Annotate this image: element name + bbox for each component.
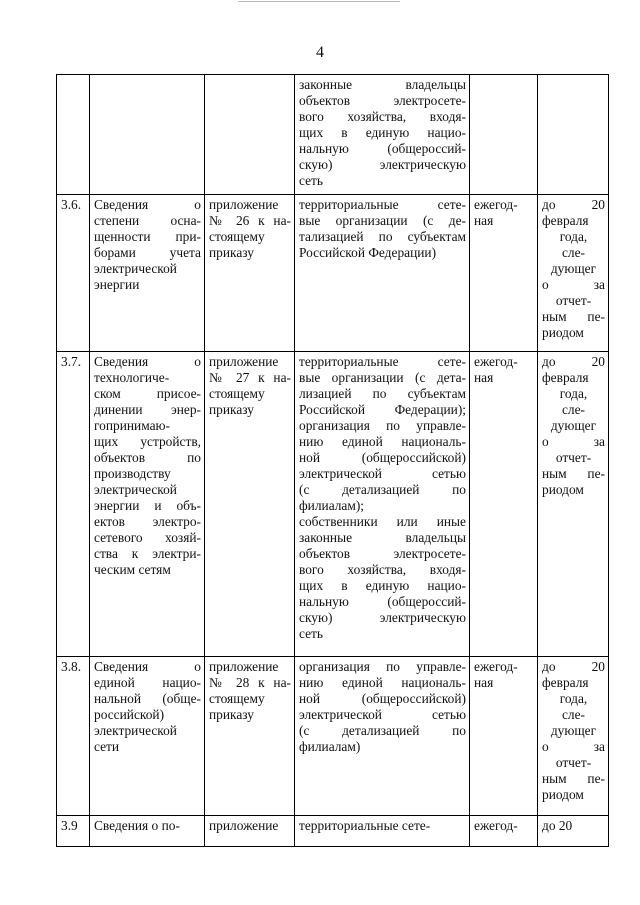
item-deadline-line: до 20 (542, 197, 605, 212)
item-respondents-cell (295, 816, 470, 847)
item-frequency-cell (470, 195, 538, 352)
item-name-line: электрической (94, 482, 177, 497)
item-name-line: технологиче- (94, 370, 170, 385)
table-row (57, 75, 609, 195)
item-deadline-line: сле- (561, 402, 586, 417)
item-deadline-line: февраля (542, 370, 589, 385)
item-name-line: сети (94, 739, 120, 754)
item-respondents-line: территориальные сете- (299, 197, 466, 212)
item-deadline-line: отчет- (555, 450, 592, 465)
item-number-cell (57, 657, 90, 816)
report-table-body (57, 75, 609, 847)
item-deadline-line: о за (542, 434, 605, 449)
item-deadline-cell (538, 657, 609, 816)
item-appendix-line: стоящему (209, 229, 265, 244)
item-respondents-line: (с детализацией по (299, 482, 466, 497)
item-deadline-line: риодом (542, 787, 584, 802)
item-appendix-cell (205, 816, 295, 847)
item-deadline-line: о за (542, 277, 605, 292)
item-name-line: гопринимаю- (94, 418, 171, 433)
item-appendix-line: № 27 к на- (209, 370, 291, 385)
item-respondents-line: электрической сетью (299, 466, 466, 481)
item-number-cell (57, 816, 90, 847)
item-respondents-line: вого хозяйства, входя- (299, 562, 466, 577)
item-respondents-line: вого хозяйства, входя- (299, 109, 466, 124)
item-name-line: щих устройств, (94, 434, 201, 449)
item-respondents-line: щих в единую нацио- (299, 125, 466, 140)
item-deadline-line: сле- (561, 245, 586, 260)
item-respondents-line: щих в единую нацио- (299, 578, 466, 593)
item-deadline-line: года, (559, 386, 588, 401)
item-deadline-line: риодом (542, 325, 584, 340)
item-name-line: ском присое- (94, 386, 201, 401)
item-respondents-line: (с детализацией по (299, 723, 466, 738)
item-respondents-cell (295, 352, 470, 657)
item-name-line: объектов по (94, 450, 201, 465)
item-respondents-line: филиалам) (299, 739, 361, 754)
item-number: 3.7. (61, 354, 82, 369)
item-appendix-line: приказу (209, 402, 254, 417)
item-name-line: ектов электро- (94, 514, 201, 529)
item-deadline-cell (538, 352, 609, 657)
item-deadline-line: ным пе- (542, 771, 605, 786)
item-respondents-line: нию единой националь- (299, 675, 466, 690)
item-name-line: сетевого хозяй- (94, 530, 201, 545)
item-name-line: Сведения о (94, 354, 201, 369)
item-respondents-line: объектов электросете- (299, 93, 466, 108)
item-name-line: степени осна- (94, 213, 201, 228)
item-deadline-line: отчет- (555, 755, 592, 770)
item-number: 3.9 (61, 818, 78, 833)
item-respondents-line: вые организации (с де- (299, 213, 466, 228)
item-deadline-line: риодом (542, 482, 584, 497)
item-deadline-line: дующег (550, 418, 597, 433)
item-number: 3.6. (61, 197, 82, 212)
item-name-cell (90, 195, 205, 352)
item-frequency-cell (470, 352, 538, 657)
table-row (57, 816, 609, 847)
item-deadline-line: года, (559, 229, 588, 244)
item-appendix-cell (205, 195, 295, 352)
item-name-line: электрической (94, 723, 177, 738)
item-name-line: нальной (обще- (94, 691, 201, 706)
item-appendix-cell (205, 75, 295, 195)
item-name-cell (90, 657, 205, 816)
item-name-line: Сведения о (94, 659, 201, 674)
item-name-line: динении энер- (94, 402, 201, 417)
item-appendix-line: приказу (209, 245, 254, 260)
item-name-line: энергии и объ- (94, 498, 201, 513)
item-name-cell (90, 816, 205, 847)
table-row (57, 352, 609, 657)
item-frequency-line: ная (474, 370, 494, 385)
item-name-cell (90, 352, 205, 657)
item-number: 3.8. (61, 659, 82, 674)
item-respondents-line: Российской Федерации); (299, 402, 466, 417)
item-number-cell (57, 75, 90, 195)
item-frequency-line: ная (474, 213, 494, 228)
item-respondents-line: объектов электросете- (299, 546, 466, 561)
item-name-line: энергии (94, 277, 140, 292)
item-respondents-line: электрической сетью (299, 707, 466, 722)
item-appendix-line: приложение (209, 659, 279, 674)
item-respondents-line: сеть (299, 173, 324, 188)
item-respondents-line: нию единой националь- (299, 434, 466, 449)
item-appendix-line: приложение (209, 354, 279, 369)
item-respondents-line: нальную (общероссий- (299, 141, 466, 156)
item-appendix-line: стоящему (209, 691, 265, 706)
item-appendix-line: приложение (209, 818, 279, 833)
item-respondents-line: территориальные сете- (299, 818, 431, 833)
item-appendix-line: № 28 к на- (209, 675, 291, 690)
item-respondents-line: вые организации (с дета- (299, 370, 466, 385)
item-respondents-line: скую) электрическую (299, 610, 466, 625)
item-respondents-cell (295, 657, 470, 816)
table-row (57, 657, 609, 816)
item-respondents-line: организация по управле- (299, 659, 466, 674)
item-respondents-line: тализацией по субъектам (299, 229, 466, 244)
item-frequency-cell (470, 816, 538, 847)
item-name-line: электрической (94, 261, 177, 276)
item-deadline-cell (538, 75, 609, 195)
item-frequency-line: ежегод- (474, 659, 518, 674)
item-name-line: ства к электри- (94, 546, 201, 561)
item-respondents-line: ной (общероссийской) (299, 450, 466, 465)
item-deadline-line: ным пе- (542, 466, 605, 481)
item-respondents-line: ной (общероссийской) (299, 691, 466, 706)
item-respondents-line: нальную (общероссий- (299, 594, 466, 609)
item-appendix-line: приказу (209, 707, 254, 722)
item-deadline-line: дующег (550, 723, 597, 738)
item-name-line: российской) (94, 707, 165, 722)
item-deadline-cell (538, 816, 609, 847)
table-row (57, 195, 609, 352)
item-frequency-cell (470, 75, 538, 195)
item-deadline-line: дующег (550, 261, 597, 276)
page-number: 4 (316, 44, 324, 61)
item-deadline-line: февраля (542, 213, 589, 228)
item-respondents-line: лизацией по субъектам (299, 386, 466, 401)
item-name-line: щенности при- (94, 229, 201, 244)
item-respondents-cell (295, 195, 470, 352)
item-name-line: Сведения о по- (94, 818, 180, 833)
item-name-cell (90, 75, 205, 195)
item-respondents-line: организация по управле- (299, 418, 466, 433)
item-respondents-line: законные владельцы (299, 530, 466, 545)
item-deadline-line: до 20 (542, 659, 605, 674)
top-edge-line (238, 1, 400, 2)
item-deadline-cell (538, 195, 609, 352)
item-respondents-line: Российской Федерации) (299, 245, 437, 260)
item-name-line: ческим сетям (94, 562, 171, 577)
item-respondents-line: сеть (299, 626, 324, 641)
item-number-cell (57, 195, 90, 352)
item-respondents-line: скую) электрическую (299, 157, 466, 172)
item-appendix-line: приложение (209, 197, 279, 212)
item-respondents-cell (295, 75, 470, 195)
item-deadline-line: ным пе- (542, 309, 605, 324)
item-name-line: борами учета (94, 245, 201, 260)
item-deadline-line: года, (559, 691, 588, 706)
item-respondents-line: законные владельцы (299, 77, 466, 92)
item-name-line: Сведения о (94, 197, 201, 212)
item-deadline-line: февраля (542, 675, 589, 690)
item-deadline-line: до 20 (542, 818, 573, 833)
item-deadline-line: отчет- (555, 293, 592, 308)
item-respondents-line: территориальные сете- (299, 354, 466, 369)
item-frequency-cell (470, 657, 538, 816)
item-frequency-line: ежегод- (474, 818, 518, 833)
item-frequency-line: ная (474, 675, 494, 690)
item-appendix-line: № 26 к на- (209, 213, 291, 228)
item-appendix-cell (205, 352, 295, 657)
item-frequency-line: ежегод- (474, 354, 518, 369)
item-appendix-line: стоящему (209, 386, 265, 401)
item-deadline-line: о за (542, 739, 605, 754)
item-respondents-line: собственники или иные (299, 514, 466, 529)
item-frequency-line: ежегод- (474, 197, 518, 212)
item-number-cell (57, 352, 90, 657)
item-appendix-cell (205, 657, 295, 816)
item-name-line: единой нацио- (94, 675, 201, 690)
item-respondents-line: филиалам); (299, 498, 365, 513)
item-name-line: производству (94, 466, 171, 481)
report-table (56, 74, 609, 847)
item-deadline-line: сле- (561, 707, 586, 722)
item-deadline-line: до 20 (542, 354, 605, 369)
